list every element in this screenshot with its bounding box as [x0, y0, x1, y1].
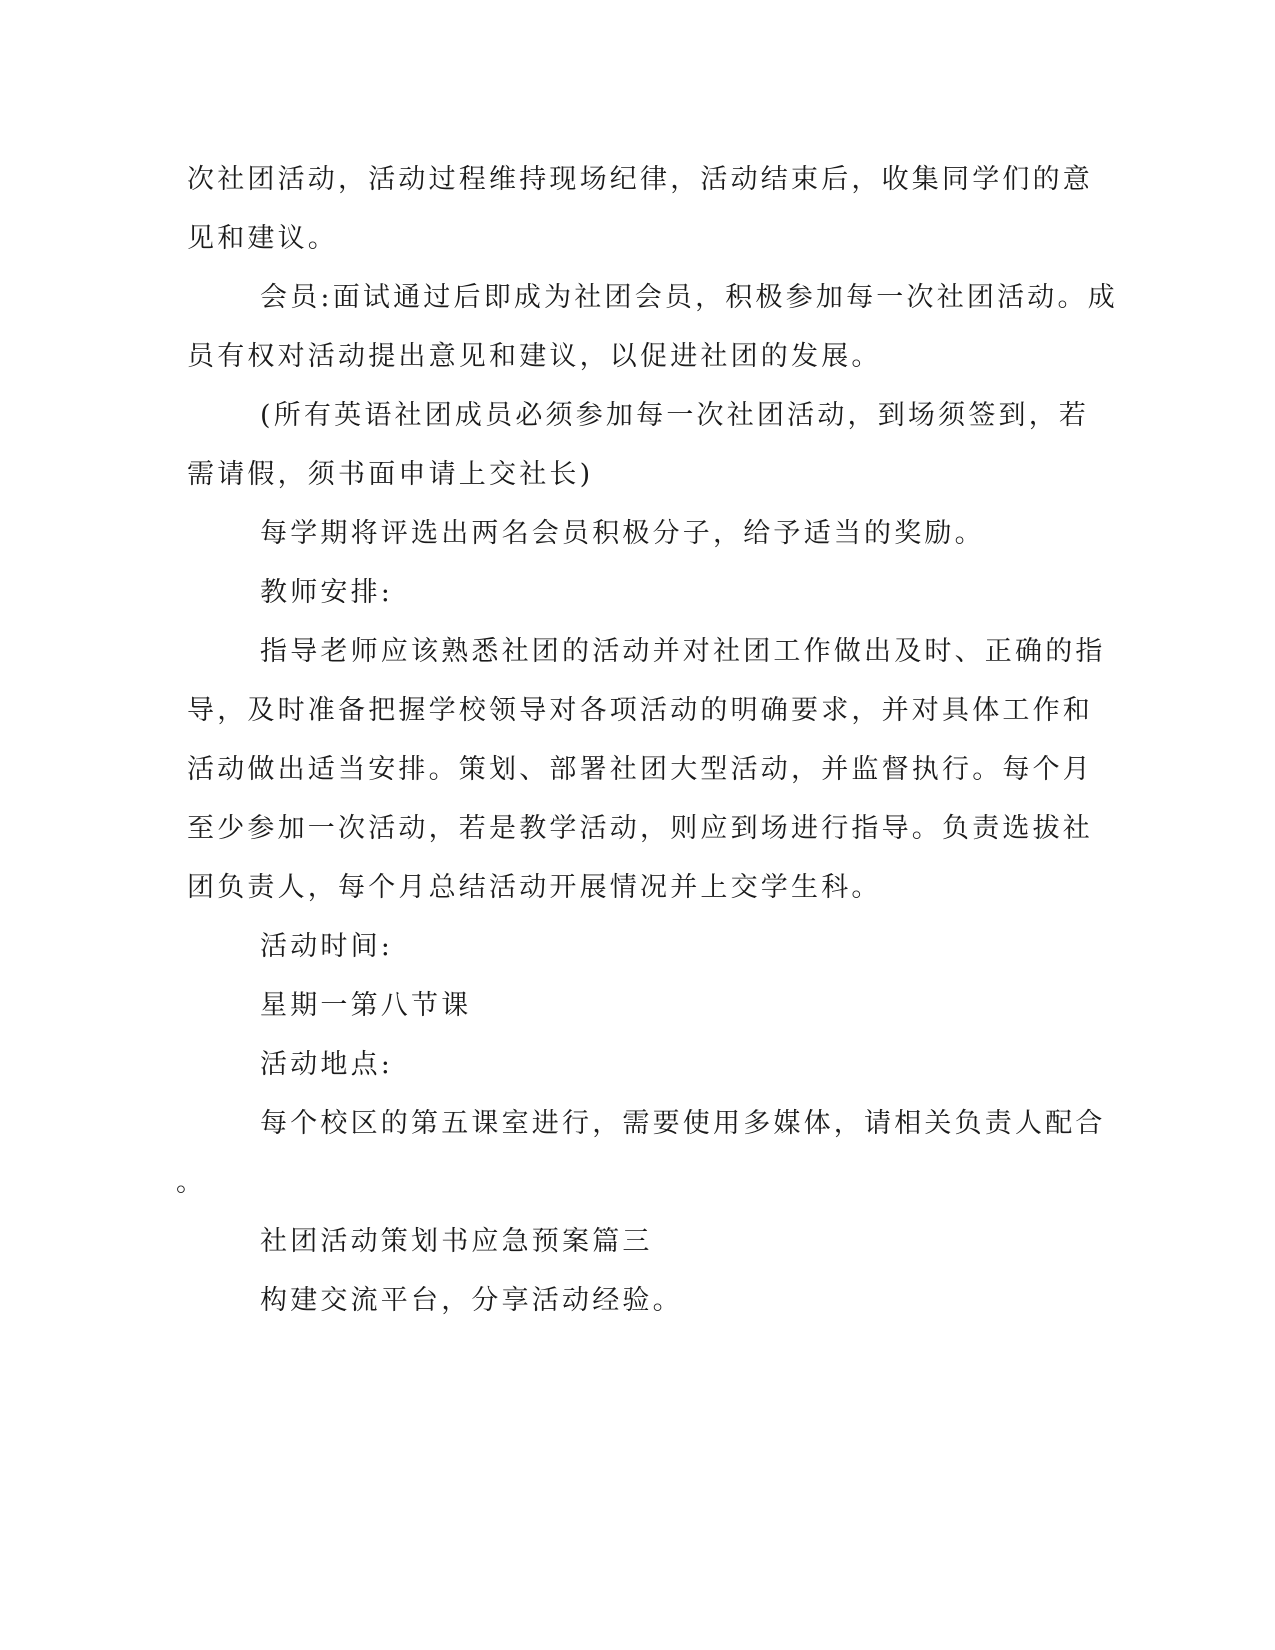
section-heading: 社团活动策划书应急预案篇三 — [260, 1226, 653, 1257]
text-line: 指导老师应该熟悉社团的活动并对社团工作做出及时、正确的指 — [260, 636, 1106, 667]
section-heading: 教师安排: — [260, 577, 394, 608]
text-line: 星期一第八节课 — [260, 990, 472, 1021]
text-line: 次社团活动，活动过程维持现场纪律，活动结束后，收集同学们的意 — [187, 164, 1093, 195]
text-line: 员有权对活动提出意见和建议，以促进社团的发展。 — [187, 341, 882, 372]
text-line: 构建交流平台，分享活动经验。 — [260, 1285, 683, 1316]
text-line: 每学期将评选出两名会员积极分子，给予适当的奖励。 — [260, 518, 985, 549]
text-line: 会员:面试通过后即成为社团会员，积极参加每一次社团活动。成 — [260, 282, 1118, 313]
text-line: 见和建议。 — [187, 223, 338, 254]
text-line: 需请假，须书面申请上交社长) — [187, 459, 594, 490]
text-line: 。 — [176, 1167, 207, 1198]
text-line: 至少参加一次活动，若是教学活动，则应到场进行指导。负责选拔社 — [187, 813, 1093, 844]
text-line: 团负责人，每个月总结活动开展情况并上交学生科。 — [187, 872, 882, 903]
text-line: 活动做出适当安排。策划、部署社团大型活动，并监督执行。每个月 — [187, 754, 1093, 785]
section-heading: 活动地点: — [260, 1049, 394, 1080]
text-line: 导，及时准备把握学校领导对各项活动的明确要求，并对具体工作和 — [187, 695, 1093, 726]
text-line: 每个校区的第五课室进行，需要使用多媒体，请相关负责人配合 — [260, 1108, 1106, 1139]
section-heading: 活动时间: — [260, 931, 394, 962]
text-line: (所有英语社团成员必须参加每一次社团活动，到场须签到，若 — [260, 400, 1090, 431]
